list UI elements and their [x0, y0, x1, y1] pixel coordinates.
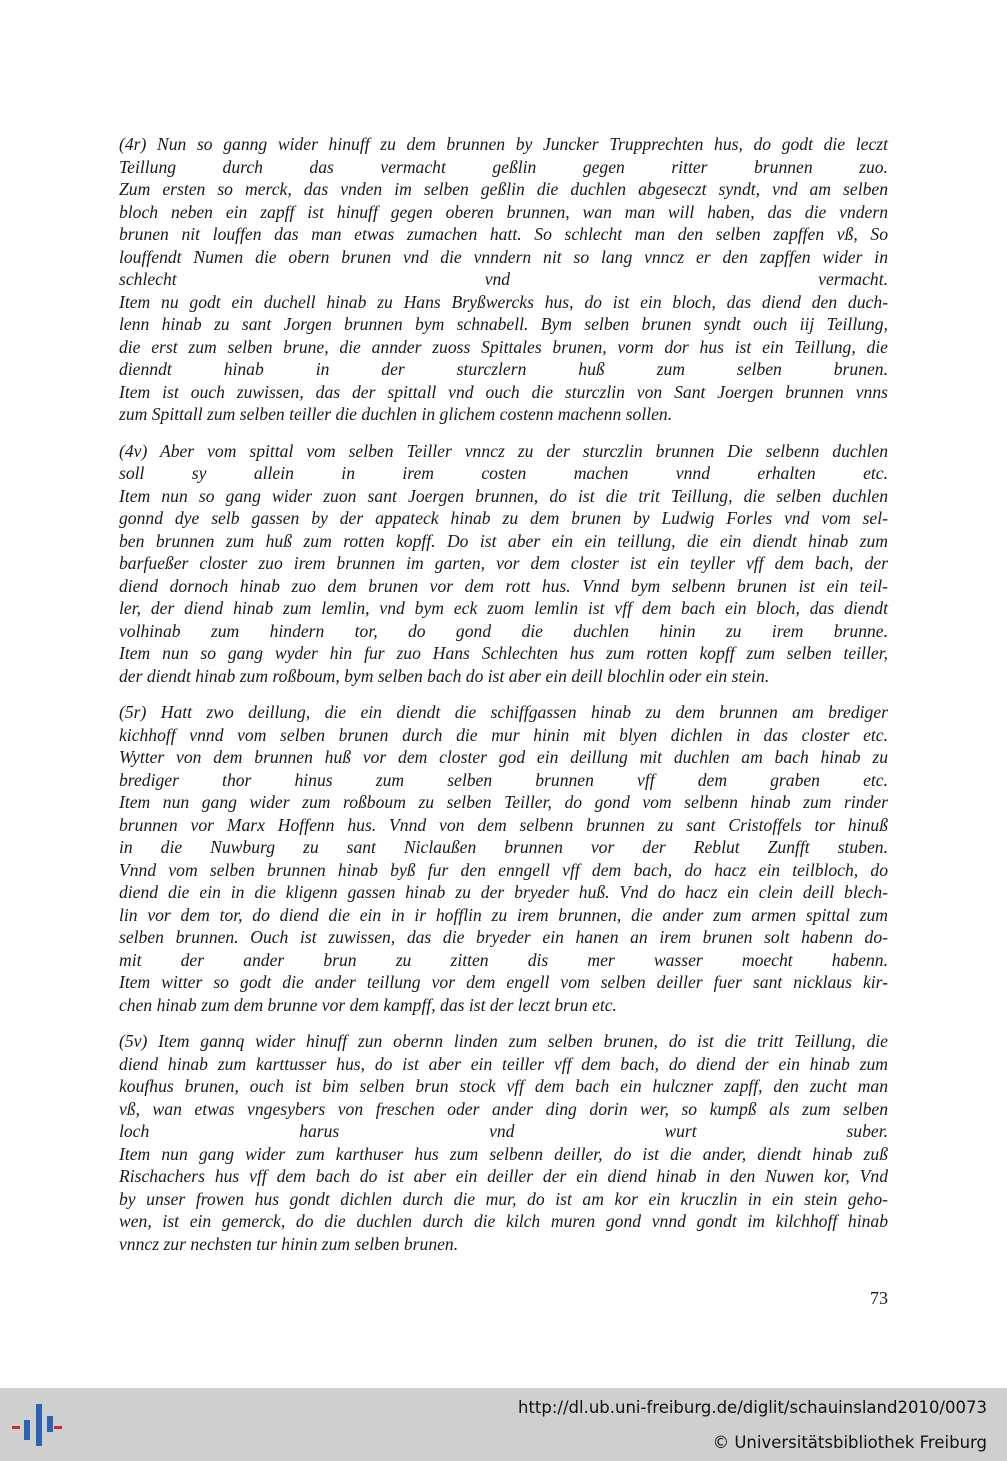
- text-line: Item nun so gang wyder hin fur zuo Hans Schlechten hus zum rotten kopff zum selben teiller,: [119, 643, 888, 663]
- text-line: Item witter so godt die ander teillung vor dem engell vom selben deiller fuer sant nicklaus kir-: [119, 972, 888, 992]
- text-line: diend dornoch hinab zuo dem brunen vor dem rott hus. Vnnd bym selbenn brunen ist ein teil-: [119, 575, 888, 596]
- text-line: Item nun gang wider zum roßboum zu selben Teiller, do gond vom selbenn hinab zum rinder: [119, 792, 888, 812]
- text-line: dienndt hinab in der sturczlern huß zum selben brunen.: [119, 359, 888, 379]
- footer-url-link[interactable]: http://dl.ub.uni-freiburg.de/diglit/schauinsland2010/0073: [517, 1398, 987, 1417]
- page-number: 73: [870, 1288, 888, 1308]
- text-line: Item ist ouch zuwissen, das der spittall vnd ouch die sturczlin von Sant Joergen brunnen vnns: [119, 381, 888, 402]
- text-line: ben brunnen zum huß zum rotten kopff. Do ist aber ein ein teillung, die ein diendt hinab zum: [119, 530, 888, 551]
- paragraph: [119, 701, 888, 1016]
- text-line: die erst zum selben brune, die annder zuoss Spittales brunen, vorm dor hus ist ein Teillung, die: [119, 336, 888, 357]
- text-line: louffendt Numen die obern brunen vnd die vnndern nit so lang vnncz er den zapffen wider in: [119, 246, 888, 267]
- text-line: kichhoff vnnd vom selben brunen durch die mur hinin mit blyen dichlen in das closter etc.: [119, 724, 888, 745]
- text-line: soll sy allein in irem costen machen vnnd erhalten etc.: [119, 463, 888, 483]
- text-line: bloch neben ein zapff ist hinuff gegen oberen brunnen, wan man will haben, das die vndern: [119, 201, 888, 222]
- text-line: lin vor dem tor, do diend die ein in ir hofflin zu irem brunnen, die ander zum armen spittal zum: [119, 904, 888, 925]
- text-line: (4v) Aber vom spittal vom selben Teiller vnncz zu der sturczlin brunnen Die selbenn duchlen: [119, 440, 888, 461]
- text-line: brediger thor hinus zum selben brunnen vff dem graben etc.: [119, 769, 888, 790]
- text-line: Zum ersten so merck, das vnden im selben geßlin die duchlen abgeseczt syndt, vnd am selben: [119, 179, 888, 199]
- body-text: [119, 133, 888, 1269]
- text-line: ler, der diend hinab zum lemlin, vnd bym eck zuom lemlin ist vff dem bach ein bloch, das diendt: [119, 598, 888, 618]
- text-line: diend die ein in die kligenn gassen hinab zu der bryeder huß. Vnd do hacz ein clein deill blech-: [119, 882, 888, 902]
- text-line: in die Nuwburg zu sant Niclaußen brunnen vor der Reblut Zunfft stuben.: [119, 837, 888, 857]
- text-line: (5v) Item gannq wider hinuff zun obernn linden zum selben brunen, do ist die tritt Teillung, die: [119, 1031, 888, 1051]
- text-line: Item nu godt ein duchell hinab zu Hans Bryßwercks hus, do ist ein bloch, das diend den duch-: [119, 291, 888, 312]
- text-line: brunen nit louffen das man etwas zumachen hatt. So schlecht man den selben zapffen vß, So: [119, 224, 888, 244]
- footer-copyright: © Universitätsbibliothek Freiburg: [712, 1433, 987, 1452]
- text-line: diend hinab zum karttusser hus, do ist aber ein teiller vff dem bach, do diend der ein hinab zum: [119, 1053, 888, 1074]
- text-line: (4r) Nun so ganng wider hinuff zu dem brunnen by Juncker Trupprechten hus, do godt die leczt: [119, 134, 888, 154]
- text-line: by unser frowen hus gondt dichlen durch die mur, do ist am kor ein kruczlin in ein stein geho-: [119, 1188, 888, 1209]
- paragraph: [119, 133, 888, 426]
- text-line: schlecht vnd vermacht.: [119, 269, 888, 289]
- text-line: vnncz zur nechsten tur hinin zum selben brunen.: [119, 1233, 459, 1254]
- text-line: Rischachers hus vff dem bach do ist aber ein deiller der ein diend hinab in den Nuwen kor, Vnd: [119, 1166, 888, 1186]
- ub-freiburg-logo-icon: [12, 1402, 64, 1446]
- text-line: Teillung durch das vermacht geßlin gegen ritter brunnen zuo.: [119, 156, 888, 177]
- text-line: lenn hinab zu sant Jorgen brunnen bym schnabell. Bym selben brunen syndt ouch iij Teillung,: [119, 314, 888, 334]
- text-line: chen hinab zum dem brunne vor dem kampff, das ist der leczt brun etc.: [119, 994, 617, 1015]
- text-line: Item nun gang wider zum karthuser hus zum selbenn deiller, do ist die ander, diendt hinab zuß: [119, 1143, 888, 1164]
- paragraph: [119, 440, 888, 688]
- text-line: zum Spittall zum selben teiller die duchlen in glichem costenn machenn sollen.: [119, 404, 673, 424]
- text-line: vß, wan etwas vngesybers von freschen oder ander ding dorin wer, so kumpß als zum selben: [119, 1098, 888, 1119]
- text-line: Wytter von dem brunnen huß vor dem closter god ein deillung mit duchlen am bach hinab zu: [119, 747, 888, 767]
- text-line: Vnnd vom selben brunnen hinab byß fur den enngell vff dem bach, do hacz ein teilbloch, do: [119, 859, 888, 880]
- text-line: volhinab zum hindern tor, do gond die duchlen hinin zu irem brunne.: [119, 620, 888, 641]
- text-line: wen, ist ein gemerck, do die duchlen durch die kilch muren gond vnnd gondt im kilchhoff hinab: [119, 1211, 888, 1231]
- text-line: Item nun so gang wider zuon sant Joergen brunnen, do ist die trit Teillung, die selben duchlen: [119, 485, 888, 506]
- text-line: gonnd dye selb gassen by der appateck hinab zu dem brunen by Ludwig Forles vnd vom sel-: [119, 508, 888, 528]
- paragraph: [119, 1030, 888, 1255]
- text-line: (5r) Hatt zwo deillung, die ein diendt die schiffgassen hinab zu dem brunnen am brediger: [119, 702, 888, 722]
- text-line: brunnen vor Marx Hoffenn hus. Vnnd von dem selbenn brunnen zu sant Cristoffels tor hinuß: [119, 814, 888, 835]
- text-line: mit der ander brun zu zitten dis mer wasser moecht habenn.: [119, 949, 888, 970]
- text-line: loch harus vnd wurt suber.: [119, 1121, 888, 1141]
- text-line: selben brunnen. Ouch ist zuwissen, das die bryeder ein hanen an irem brunen solt habenn do-: [119, 927, 888, 947]
- text-line: koufhus brunen, ouch ist bim selben brun stock vff dem bach ein hulczner zapff, den zucht man: [119, 1076, 888, 1096]
- text-line: der diendt hinab zum roßboum, bym selben bach do ist aber ein deill blochlin oder ein stein.: [119, 665, 770, 686]
- text-line: barfueßer closter zuo irem brunnen im garten, vor dem closter ist ein teyller vff dem bach, der: [119, 553, 888, 573]
- footer-bar: [0, 1388, 1007, 1461]
